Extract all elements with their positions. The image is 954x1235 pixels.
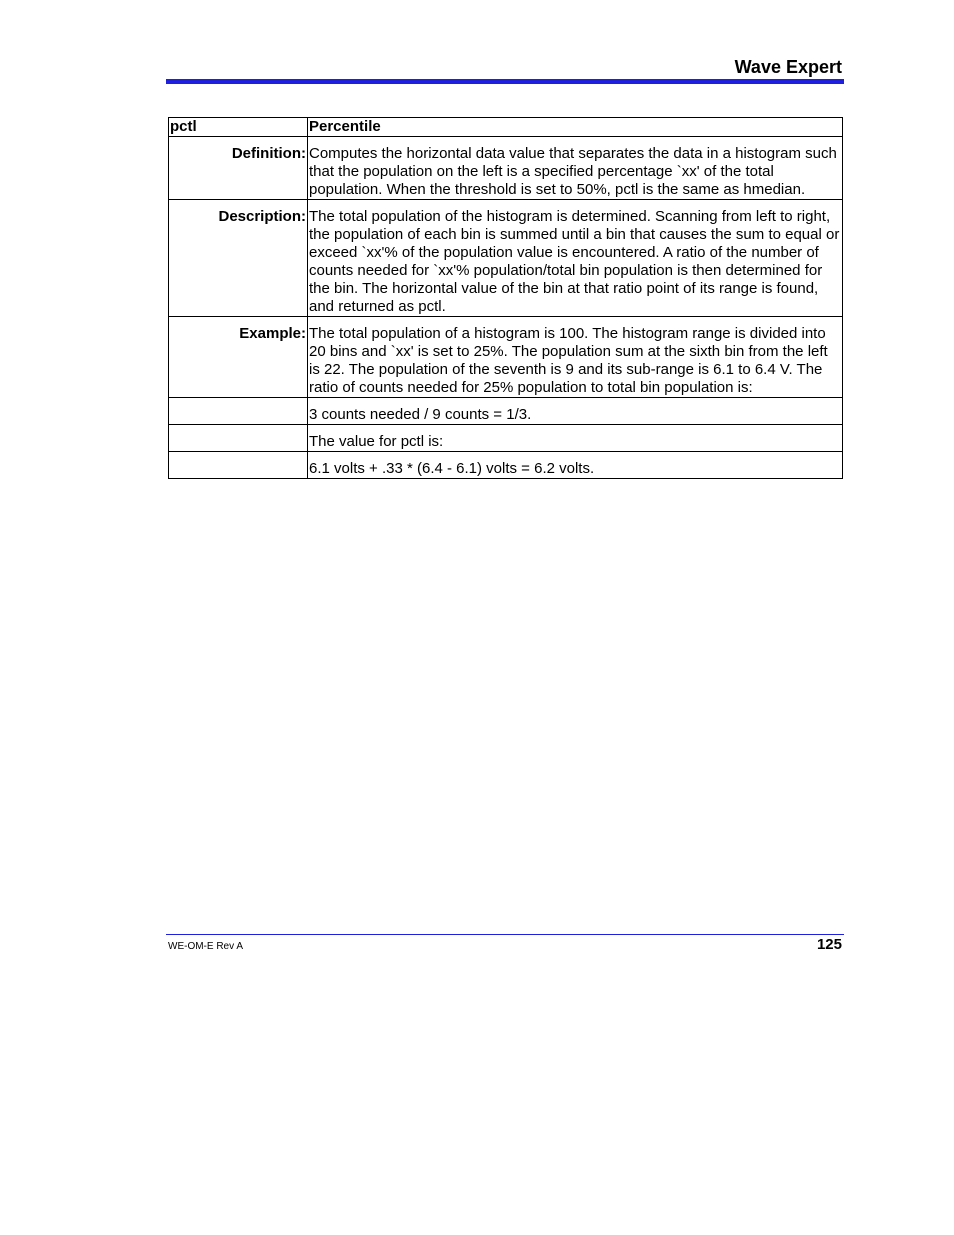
row-label: Definition: [169,137,308,200]
row-label: Description: [169,200,308,317]
footer-rule [166,934,844,935]
row-label [169,425,308,452]
header-rule [166,79,844,84]
row-label [169,398,308,425]
footer-page-number: 125 [816,936,842,953]
table-row-calc-result [169,452,843,479]
row-text: The total population of the histogram is determined. Scanning from left to right, the population of each bin is summed until a bin that causes the sum to equal or exceed `xx'% of the population value is encountered. A ratio of the number of counts needed for `xx'% population/total bin population is then determined for the bin. The horizontal value of the bin at that ratio point of its range is found, and returned as pctl. [308,200,843,317]
definition-table [168,117,843,479]
row-text: 3 counts needed / 9 counts = 1/3. [308,398,843,425]
row-label [169,452,308,479]
row-label: Example: [169,317,308,398]
row-text: 6.1 volts + .33 * (6.4 - 6.1) volts = 6.2 volts. [308,452,843,479]
row-text: The total population of a histogram is 100. The histogram range is divided into 20 bins and `xx' is set to 25%. The population sum at the sixth bin from the left is 22. The population of the seventh is 9 and its sub-range is 6.1 to 6.4 V. The ratio of counts needed for 25% population to total bin population is: [308,317,843,398]
table-row-description [169,200,843,317]
term-cell: pctl [169,118,308,137]
table-row-value-intro [169,425,843,452]
page-header-title: Wave Expert [734,57,842,77]
row-text: The value for pctl is: [308,425,843,452]
table-row-calc-ratio [169,398,843,425]
table-header-row [169,118,843,137]
row-text: Computes the horizontal data value that separates the data in a histogram such that the population on the left is a specified percentage `xx' of the total population. When the threshold is set to 50%, pctl is the same as hmedian. [308,137,843,200]
table-row-definition [169,137,843,200]
footer-doc-id: WE-OM-E Rev A [168,941,244,952]
term-name-cell: Percentile [308,118,843,137]
table-row-example [169,317,843,398]
